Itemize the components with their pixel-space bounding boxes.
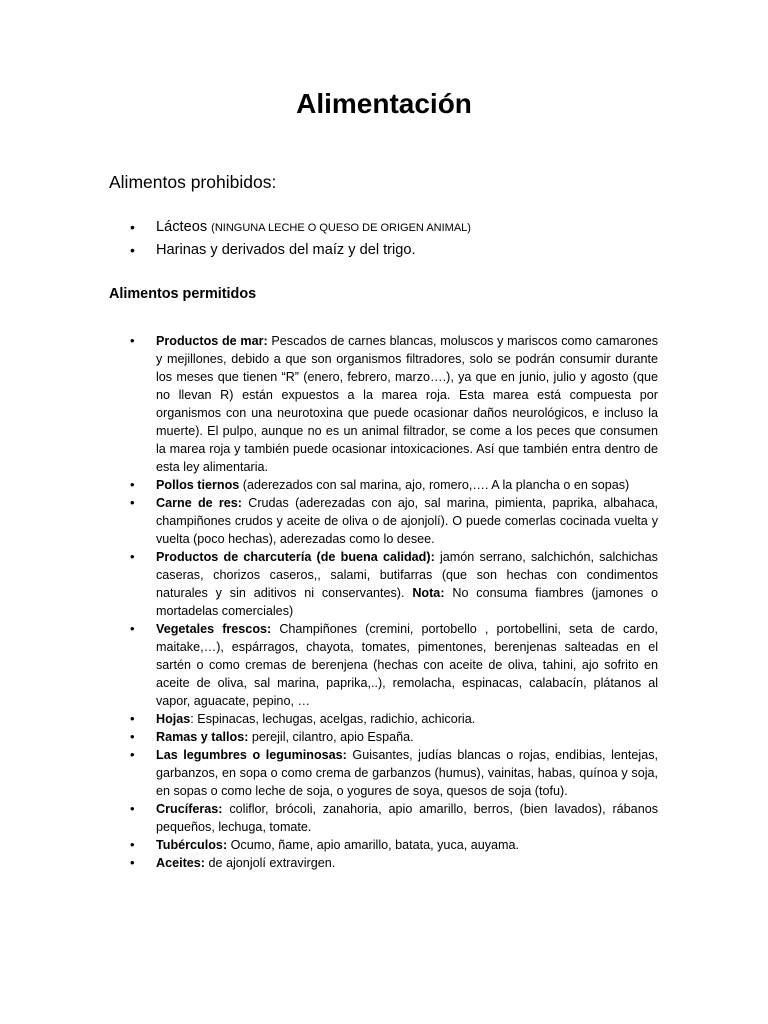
list-item [109,854,658,872]
item-heading: Hojas [156,712,191,726]
page-title: Alimentación [296,88,472,119]
bullet-icon: • [130,855,135,870]
item-text: de ajonjolí extravirgen. [205,856,336,870]
list-item [109,710,658,728]
item-heading: Aceites: [156,856,205,870]
item-text: Pescados de carnes blancas, moluscos y mariscos como camarones y mejillones, debido a que son organismos filtradores, solo se podrán consumir durante los meses que tienen “R” (enero, febrero, marzo….), ya que en junio, julio y agosto (que no llevan R) están expuestos a la marea roja. Esta marea está compuesta por organismos con una neurotoxina que puede ocasionar daños neurológicos, e incluso la muerte). El pulpo, aunque no es un animal filtrador, se come a los peces que consumen la marea roja y también puede ocasionar intoxicaciones. Así que también entra dentro de esta ley alimentaria. [156,334,659,474]
item-heading: Vegetales frescos: [156,622,272,636]
item-text: jamón serrano, salchichón, salchichas caseras, chorizos caseros,, salami, butifarras (que son hechas con condimentos naturales y sin aditivos ni conservantes). [156,550,658,600]
item-heading: Ramas y tallos: [156,730,249,744]
list-item [109,476,658,494]
list-item [109,494,658,548]
list-item [109,728,658,746]
list-item [109,800,658,836]
item-heading: Tubérculos: [156,838,228,852]
item-text: perejil, cilantro, apio España. [248,730,414,744]
item-label: Lácteos [156,219,212,235]
item-text: (aderezados con sal marina, ajo, romero,…. A la plancha o en sopas) [239,478,630,492]
permitted-heading: Alimentos permitidos [109,286,257,302]
item-heading: Pollos tiernos [156,478,240,492]
bullet-icon: • [130,729,135,744]
bullet-icon: • [130,219,135,235]
item-text: : Espinacas, lechugas, acelgas, radichio, achicoria. [190,712,476,726]
permitted-list [109,332,658,872]
bullet-icon: • [130,549,135,564]
list-item [109,548,658,620]
item-heading: Productos de charcutería (de buena calidad): [156,550,435,564]
bullet-icon: • [130,495,135,510]
item-note-heading: Nota: [412,586,445,600]
bullet-icon: • [130,242,135,258]
list-item [109,239,669,261]
bullet-icon: • [130,711,135,726]
item-text: Ocumo, ñame, apio amarillo, batata, yuca, auyama. [227,838,520,852]
item-note: (NINGUNA LECHE O QUESO DE ORIGEN ANIMAL) [211,222,471,234]
item-text: Champiñones (cremini, portobello , portobellini, seta de cardo, maitake,…), espárragos, chayota, tomates, pimentones, berenjenas salteadas en el sartén o como cremas de berenjena (hechas con aceite de oliva, tahini, ajo sofrito en aceite de oliva, sal marina, paprika,..), remolacha, espinacas, calabacín, plátanos al vapor, aguacate, pepino, … [156,622,659,708]
item-heading: Carne de res: [156,496,242,510]
prohibited-heading: Alimentos prohibidos: [109,172,277,192]
item-text: Crudas (aderezadas con ajo, sal marina, pimienta, paprika, albahaca, champiñones crudos y aceite de oliva o de ajonjolí). O puede comerlas cocinada vuelta y vuelta (poco hechas), aderezadas como lo desee. [156,496,658,546]
item-text: Guisantes, judías blancas o rojas, endibias, lentejas, garbanzos, en sopa o como crema de garbanzos (humus), vainitas, habas, quínoa y soja, en sopas o como leche de soja, o yogures de soya, quesos de soja (tofu). [156,748,659,798]
bullet-icon: • [130,747,135,762]
list-item [109,216,669,239]
item-heading: Crucíferas: [156,802,223,816]
list-item [109,332,658,476]
item-label: Harinas y derivados del maíz y del trigo. [156,242,416,258]
prohibited-list [109,216,669,261]
item-heading: Las legumbres o leguminosas: [156,748,347,762]
bullet-icon: • [130,477,135,492]
list-item [109,620,658,710]
list-item [109,836,658,854]
item-heading: Productos de mar: [156,334,268,348]
item-text: coliflor, brócoli, zanahoria, apio amarillo, berros, (bien lavados), rábanos pequeños, lechuga, tomate. [156,802,658,834]
bullet-icon: • [130,333,135,348]
bullet-icon: • [130,621,135,636]
item-note-text: No consuma fiambres (jamones o mortadelas comerciales) [156,586,658,618]
bullet-icon: • [130,837,135,852]
bullet-icon: • [130,801,135,816]
list-item [109,746,658,800]
